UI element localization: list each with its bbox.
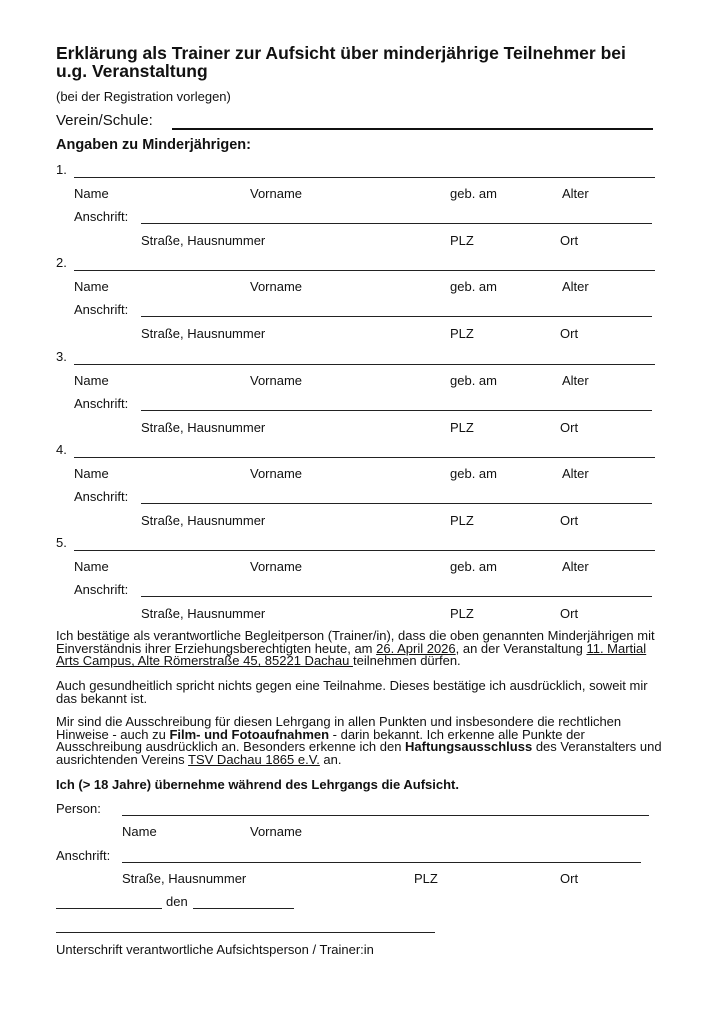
- minor-geb-label: geb. am: [450, 466, 497, 481]
- person-ort-label: Ort: [560, 871, 579, 886]
- minor-strasse-label: Straße, Hausnummer: [141, 513, 266, 528]
- minor-anschrift-label: Anschrift:: [74, 209, 129, 224]
- minor-number: 2.: [56, 255, 67, 270]
- confirmation-paragraph: [56, 630, 668, 668]
- den-label: den: [166, 894, 188, 909]
- minor-alter-label: Alter: [562, 373, 589, 388]
- minor-number: 3.: [56, 349, 67, 364]
- person-strasse-label: Straße, Hausnummer: [122, 871, 247, 886]
- minor-name-label: Name: [74, 279, 109, 294]
- health-paragraph: Auch gesundheitlich spricht nichts gegen eine Teilnahme. Dieses bestätige ich ausdrücklich, soweit mir das bekannt ist.: [56, 678, 648, 706]
- date-input-line[interactable]: [193, 908, 294, 909]
- para1-text: Ich bestätige als verantwortliche Begleitperson (Trainer/in), dass die oben genannten Minderjährigen mit Einverständnis ihrer Erziehungsberechtigten heute, am: [56, 628, 655, 656]
- person-label: Person:: [56, 801, 101, 816]
- minor-name-label: Name: [74, 186, 109, 201]
- minor-geb-label: geb. am: [450, 186, 497, 201]
- person-name-label: Name: [122, 824, 157, 839]
- minor-alter-label: Alter: [562, 466, 589, 481]
- minor-plz-label: PLZ: [450, 606, 474, 621]
- minor-plz-label: PLZ: [450, 233, 474, 248]
- minor-anschrift-label: Anschrift:: [74, 396, 129, 411]
- minor-strasse-label: Straße, Hausnummer: [141, 233, 266, 248]
- para3-text3: des Veranstalters und ausrichtenden Vereins: [56, 739, 662, 767]
- minor-vorname-label: Vorname: [250, 186, 303, 201]
- minor-plz-label: PLZ: [450, 420, 474, 435]
- person-vorname-label: Vorname: [250, 824, 303, 839]
- minor-address-line[interactable]: [141, 410, 652, 411]
- minor-number: 4.: [56, 442, 67, 457]
- minor-geb-label: geb. am: [450, 373, 497, 388]
- minor-name-line[interactable]: [74, 550, 655, 551]
- minor-name-line[interactable]: [74, 177, 655, 178]
- minor-geb-label: geb. am: [450, 279, 497, 294]
- minor-plz-label: PLZ: [450, 513, 474, 528]
- signature-line[interactable]: [56, 932, 435, 933]
- para3-text4: an.: [319, 751, 342, 767]
- minor-anschrift-label: Anschrift:: [74, 302, 129, 317]
- minor-ort-label: Ort: [560, 233, 579, 248]
- subtitle: (bei der Registration vorlegen): [56, 89, 231, 104]
- para1-text3: teilnehmen dürfen.: [352, 653, 461, 669]
- minor-name-label: Name: [74, 466, 109, 481]
- minor-address-line[interactable]: [141, 503, 652, 504]
- minors-heading: Angaben zu Minderjährigen:: [56, 137, 251, 153]
- minor-vorname-label: Vorname: [250, 466, 303, 481]
- event-venue: 11. Martial Arts Campus, Alte Römerstraße 45, 85221 Dachau: [56, 640, 647, 669]
- minor-ort-label: Ort: [560, 606, 579, 621]
- minor-address-line[interactable]: [141, 596, 652, 597]
- minor-strasse-label: Straße, Hausnummer: [141, 326, 266, 341]
- person-plz-label: PLZ: [414, 871, 438, 886]
- minor-vorname-label: Vorname: [250, 279, 303, 294]
- minor-name-line[interactable]: [74, 457, 655, 458]
- minor-name-line[interactable]: [74, 270, 655, 271]
- minor-alter-label: Alter: [562, 279, 589, 294]
- signature-label: Unterschrift verantwortliche Aufsichtsperson / Trainer:in: [56, 942, 374, 957]
- minor-name-label: Name: [74, 373, 109, 388]
- minor-alter-label: Alter: [562, 559, 589, 574]
- minor-ort-label: Ort: [560, 420, 579, 435]
- para1-text2: , an der Veranstaltung: [455, 640, 587, 656]
- minor-address-line[interactable]: [141, 316, 652, 317]
- minor-strasse-label: Straße, Hausnummer: [141, 420, 266, 435]
- minor-ort-label: Ort: [560, 513, 579, 528]
- minor-strasse-label: Straße, Hausnummer: [141, 606, 266, 621]
- verein-input-line[interactable]: [172, 128, 653, 130]
- terms-paragraph: [56, 716, 668, 766]
- club-name: TSV Dachau 1865 e.V.: [188, 751, 320, 767]
- minor-name-label: Name: [74, 559, 109, 574]
- minor-number: 5.: [56, 535, 67, 550]
- para3-text2: - darin bekannt. Ich erkenne alle Punkte der Ausschreibung ausdrücklich an. Besonders erkenne ich den: [56, 726, 585, 755]
- verein-label: Verein/Schule:: [56, 112, 153, 129]
- minor-geb-label: geb. am: [450, 559, 497, 574]
- minor-vorname-label: Vorname: [250, 373, 303, 388]
- minor-number: 1.: [56, 162, 67, 177]
- place-input-line[interactable]: [56, 908, 162, 909]
- event-date: 26. April 2026: [376, 640, 456, 656]
- minor-address-line[interactable]: [141, 223, 652, 224]
- minor-name-line[interactable]: [74, 364, 655, 365]
- haftung-bold: Haftungsausschluss: [405, 739, 533, 755]
- film-foto-bold: Film- und Fotoaufnahmen: [169, 726, 330, 742]
- minor-ort-label: Ort: [560, 326, 579, 341]
- person-anschrift-label: Anschrift:: [56, 848, 111, 863]
- page-title: Erklärung als Trainer zur Aufsicht über minderjährige Teilnehmer bei u.g. Veranstaltung: [56, 43, 626, 81]
- person-input-line[interactable]: [122, 815, 649, 816]
- minor-anschrift-label: Anschrift:: [74, 582, 129, 597]
- minor-plz-label: PLZ: [450, 326, 474, 341]
- minor-vorname-label: Vorname: [250, 559, 303, 574]
- minor-anschrift-label: Anschrift:: [74, 489, 129, 504]
- person-address-line[interactable]: [122, 862, 641, 863]
- supervision-heading: Ich (> 18 Jahre) übernehme während des Lehrgangs die Aufsicht.: [56, 777, 459, 792]
- para3-text: Mir sind die Ausschreibung für diesen Lehrgang in allen Punkten und insbesondere die rechtlichen Hinweise - auch zu: [56, 714, 622, 742]
- minor-alter-label: Alter: [562, 186, 589, 201]
